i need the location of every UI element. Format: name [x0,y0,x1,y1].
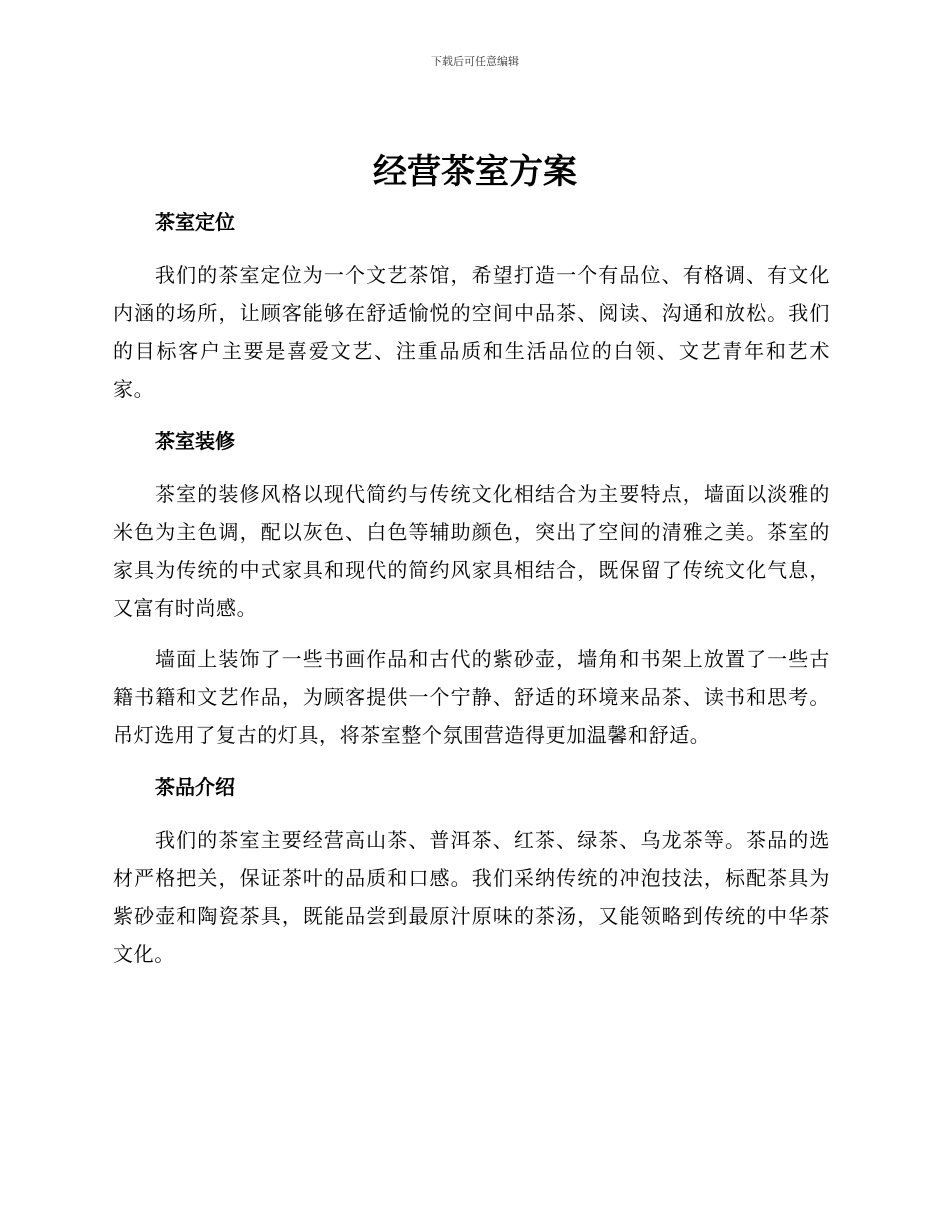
paragraph-positioning: 我们的茶室定位为一个文艺茶馆，希望打造一个有品位、有格调、有文化内涵的场所，让顾客能够在舒适愉悦的空间中品茶、阅读、沟通和放松。我们的目标客户主要是喜爱文艺、注重品质和生活品位的白领、文艺青年和艺术家。 [113,263,830,401]
header-note: 下载后可任意编辑 [431,55,519,68]
document-body [113,200,830,973]
section-heading-decoration: 茶室装修 [155,429,235,453]
paragraph-tea-products: 我们的茶室主要经营高山茶、普洱茶、红茶、绿茶、乌龙茶等。茶品的选材严格把关，保证茶叶的品质和口感。我们采纳传统的冲泡技法，标配茶具为紫砂壶和陶瓷茶具，既能品尝到最原汁原味的茶汤，又能领略到传统的中华茶文化。 [113,828,830,966]
paragraph-decoration-style: 茶室的装修风格以现代简约与传统文化相结合为主要特点，墙面以淡雅的米色为主色调，配以灰色、白色等辅助颜色，突出了空间的清雅之美。茶室的家具为传统的中式家具和现代的简约风家具相结合，既保留了传统文化气息，又富有时尚感。 [113,482,830,620]
document-title: 经营茶室方案 [373,152,577,192]
paragraph-decoration-details: 墙面上装饰了一些书画作品和古代的紫砂壶，墙角和书架上放置了一些古籍书籍和文艺作品，为顾客提供一个宁静、舒适的环境来品茶、读书和思考。吊灯选用了复古的灯具，将茶室整个氛围营造得更加温馨和舒适。 [113,647,830,747]
section-heading-positioning: 茶室定位 [155,210,235,234]
section-heading-tea-products: 茶品介绍 [155,775,235,799]
